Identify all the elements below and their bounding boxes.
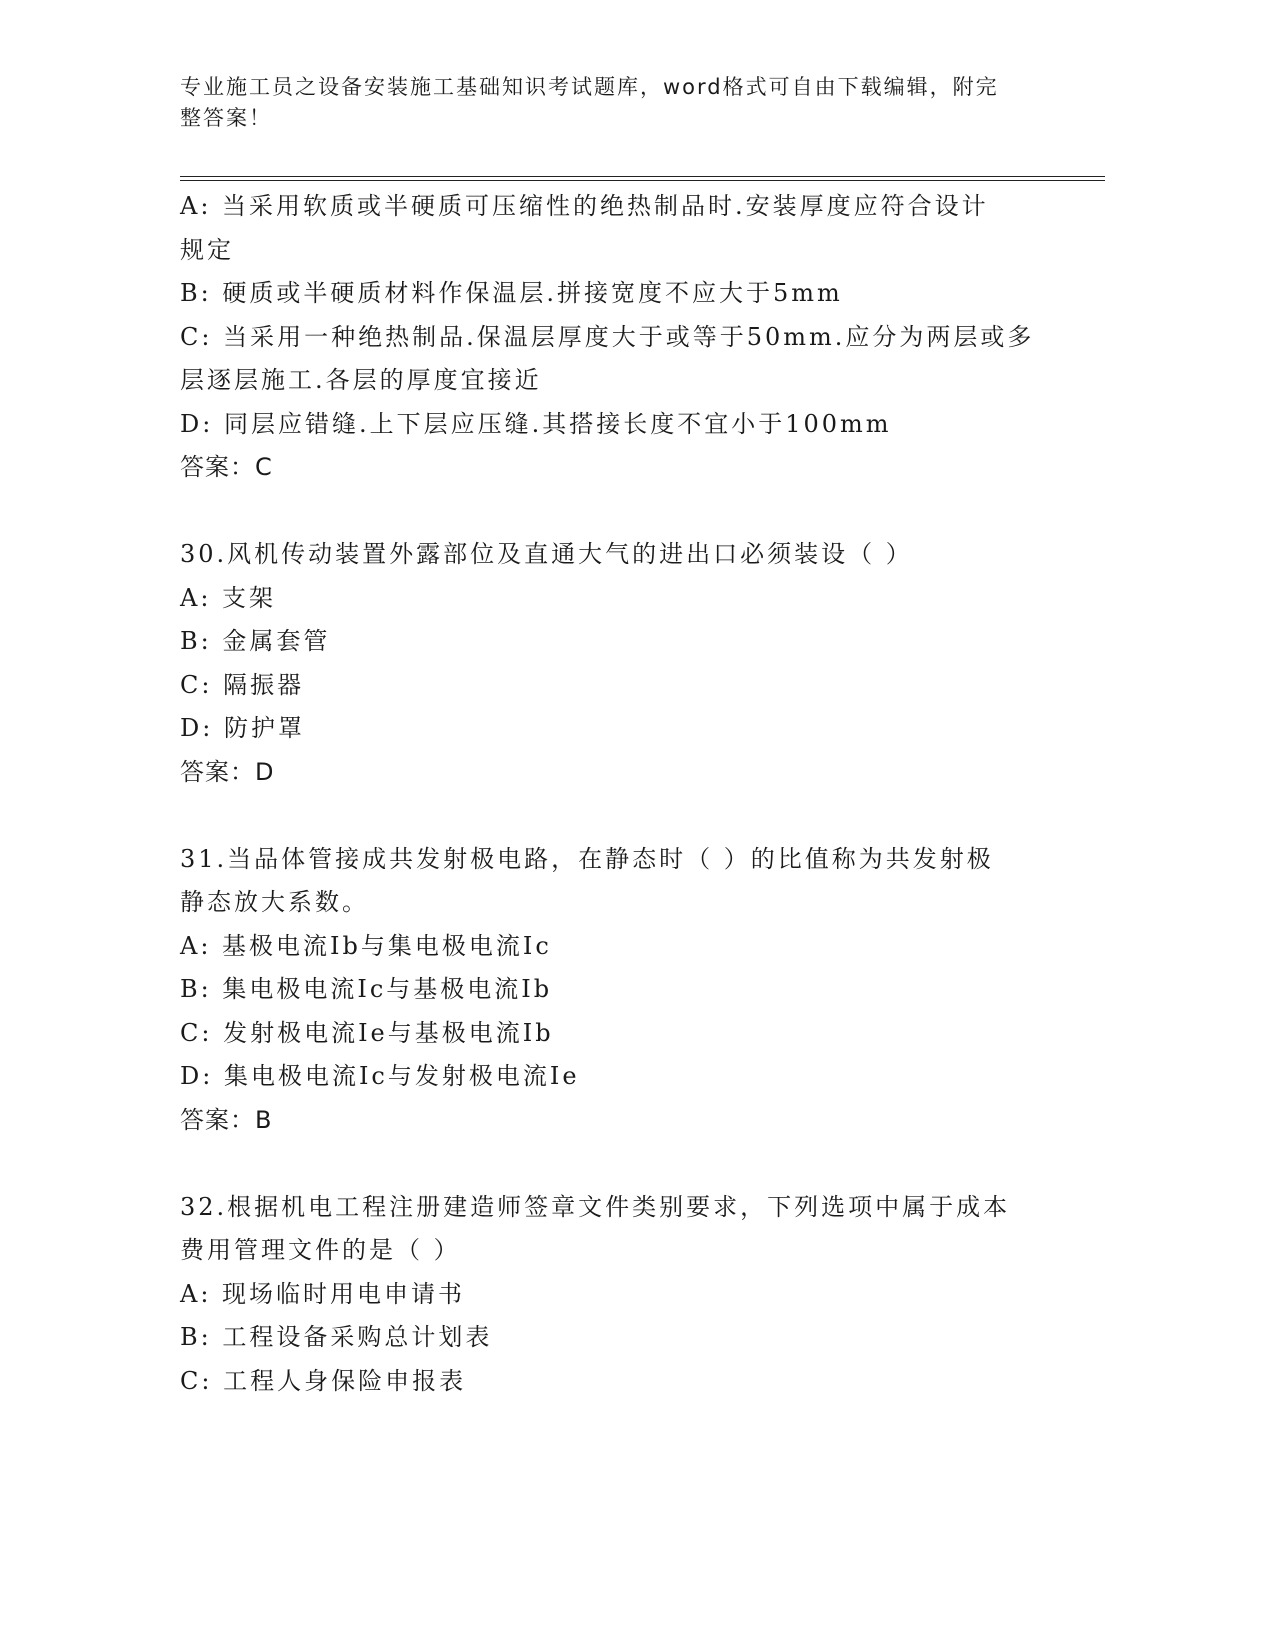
option-a: A: 现场临时用电申请书: [180, 1279, 466, 1308]
question-block-30: [180, 533, 1050, 794]
header-line-2: 整答案！: [180, 106, 272, 130]
answer: 答案：B: [180, 1105, 273, 1134]
question-stem-continued: 静态放大系数。: [180, 888, 369, 916]
question-stem: 31.当品体管接成共发射极电路，在静态时（ ）的比值称为共发射极: [180, 844, 994, 873]
option-b: B: 硬质或半硬质材料作保温层.拼接宽度不应大于5mm: [180, 279, 843, 307]
question-spacer: [180, 490, 1050, 534]
header-line-1: 专业施工员之设备安装施工基础知识考试题库，word格式可自由下载编辑，附完: [180, 75, 999, 99]
option-a-continued: 规定: [180, 235, 234, 264]
question-stem: 30.风机传动装置外露部位及直通大气的进出口必须装设（ ）: [180, 540, 913, 568]
option-a: A: 当采用软质或半硬质可压缩性的绝热制品时.安装厚度应符合设计: [180, 192, 989, 220]
answer: 答案：C: [180, 453, 273, 481]
option-b: B: 集电极电流Ic与基极电流Ib: [180, 975, 553, 1003]
option-c: C: 发射极电流Ie与基极电流Ib: [180, 1018, 554, 1047]
question-block-31: [180, 838, 1050, 1143]
option-b: B: 金属套管: [180, 627, 331, 655]
option-d: D: 集电极电流Ic与发射极电流Ie: [180, 1062, 580, 1090]
question-spacer: [180, 1142, 1050, 1186]
answer: 答案：D: [180, 757, 275, 786]
option-a: A: 基极电流Ib与集电极电流Ic: [180, 931, 552, 960]
document-page: [180, 0, 1130, 1650]
option-d: D: 同层应错缝.上下层应压缝.其搭接长度不宜小于100mm: [180, 409, 892, 438]
question-content: [180, 185, 1050, 1403]
option-c: C: 工程人身保险申报表: [180, 1366, 467, 1395]
header-divider: [180, 176, 1105, 181]
document-header: [180, 72, 1040, 134]
option-d: D: 防护罩: [180, 714, 305, 742]
option-b: B: 工程设备采购总计划表: [180, 1323, 493, 1351]
option-a: A: 支架: [180, 583, 277, 612]
question-spacer: [180, 794, 1050, 838]
question-stem-continued: 费用管理文件的是（ ）: [180, 1236, 461, 1264]
question-block-32: [180, 1186, 1050, 1404]
question-stem: 32.根据机电工程注册建造师签章文件类别要求，下列选项中属于成本: [180, 1192, 1011, 1221]
question-block-29: [180, 185, 1050, 490]
option-c: C: 隔振器: [180, 670, 305, 699]
option-c-continued: 层逐层施工.各层的厚度宜接近: [180, 366, 542, 394]
option-c: C: 当采用一种绝热制品.保温层厚度大于或等于50mm.应分为两层或多: [180, 322, 1035, 351]
